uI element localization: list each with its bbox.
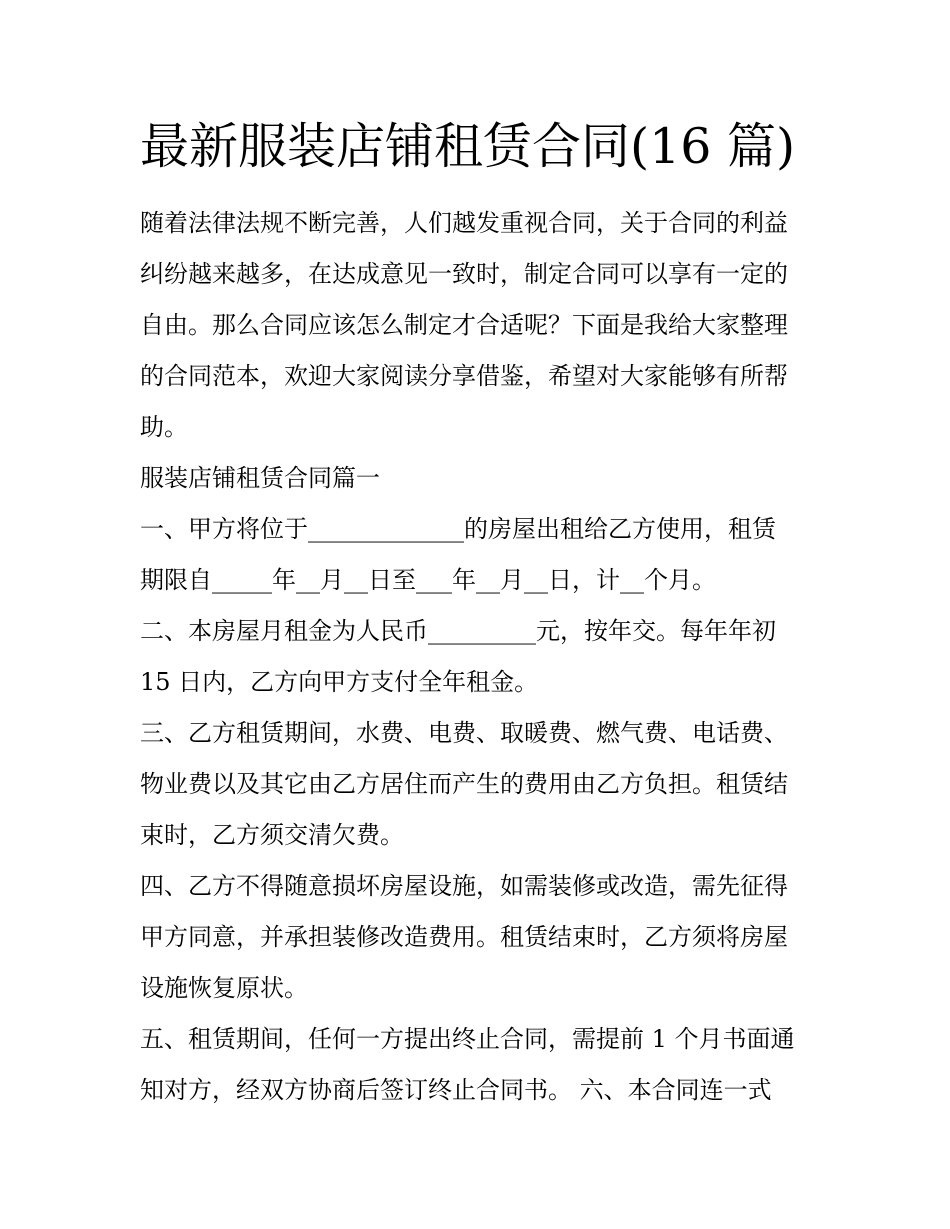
clause-3-line-3: 束时，乙方须交清欠费。 xyxy=(140,821,404,849)
clause-5-line-2: 知对方，经双方协商后签订终止合同书。 六、本合同连一式 xyxy=(140,1076,772,1104)
clause-3-line-1: 三、乙方租赁期间，水费、电费、取暖费、燃气费、电话费、 xyxy=(140,719,788,747)
clause-4-line-3: 设施恢复原状。 xyxy=(140,974,308,1002)
section-heading: 服装店铺租赁合同篇一 xyxy=(140,464,380,492)
intro-line-2: 纠纷越来越多，在达成意见一致时，制定合同可以享有一定的 xyxy=(140,260,788,288)
clause-1-line-2: 期限自_____年__月__日至___年__月__日，计__个月。 xyxy=(140,566,716,594)
document-title: 最新服装店铺租赁合同(16 篇) xyxy=(140,118,796,175)
clause-4-line-1: 四、乙方不得随意损坏房屋设施，如需装修或改造，需先征得 xyxy=(140,872,788,900)
clause-5-line-1: 五、租赁期间，任何一方提出终止合同，需提前 1 个月书面通 xyxy=(140,1025,795,1053)
clause-1-line-1: 一、甲方将位于_____________的房屋出租给乙方使用，租赁 xyxy=(140,515,776,543)
clause-2-line-1: 二、本房屋月租金为人民币_________元，按年交。每年年初 xyxy=(140,617,776,645)
clause-3-line-2: 物业费以及其它由乙方居住而产生的费用由乙方负担。租赁结 xyxy=(140,770,788,798)
intro-line-5: 助。 xyxy=(140,413,188,441)
clause-4-line-2: 甲方同意，并承担装修改造费用。租赁结束时，乙方须将房屋 xyxy=(140,923,788,951)
intro-line-3: 自由。那么合同应该怎么制定才合适呢？下面是我给大家整理 xyxy=(140,311,788,339)
clause-2-line-2: 15 日内，乙方向甲方支付全年租金。 xyxy=(140,668,539,696)
intro-line-1: 随着法律法规不断完善，人们越发重视合同，关于合同的利益 xyxy=(140,209,788,237)
intro-line-4: 的合同范本，欢迎大家阅读分享借鉴，希望对大家能够有所帮 xyxy=(140,362,788,390)
